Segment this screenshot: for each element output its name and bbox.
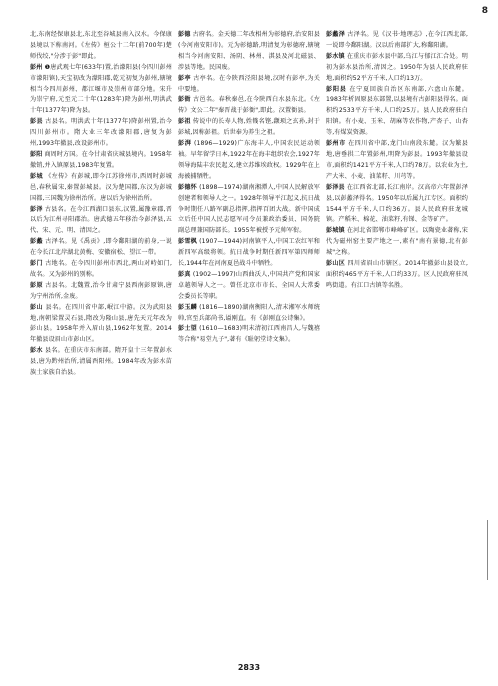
dictionary-entry [30,281,172,303]
entry-headword: 彭水镇 [326,52,345,60]
dictionary-entry [326,30,468,52]
entry-headword: 彭州 [30,63,43,71]
entry-headword: 彭山 [30,303,44,311]
entry-text: 古县名。北魏置,治今甘肃宁县西南彭原镇,唐为宁州治所,金废。 [30,281,172,300]
entry-headword: 彭德怀 [178,183,197,191]
dictionary-entry [326,139,468,183]
entry-text: 在河北省邯郸市峰峰矿区。以陶瓷业著称,宋代为磁州窑主要产地之一,素有"南有景德,北有彭城"之称。 [326,227,468,257]
entry-headword: 彭湃 [178,140,192,148]
corner-mark: 8 [481,6,488,16]
entry-text: 古府名。金天德二年改相州为彰德府,治安阳县(今河南安阳市)。元为彰德路,明清复为彰德府,辖境相当今河南安阳、汤阴、林州、淇县及河北磁县、涉县等地。民国废。 [178,31,320,71]
entry-headword: 彭州市 [326,140,346,148]
entry-text: 县名。在重庆市东南部。隋开皇十三年置彭水县,唐为黔州治所,清属酉阳州。1984年改为彭水苗族土家族自治县。 [30,347,172,377]
dictionary-entry [30,237,172,259]
entry-headword: 彭泽县 [326,183,345,191]
entry-headword: 彭阳县 [326,85,347,93]
entry-headword: 彭亭 [178,74,191,82]
dictionary-entry [178,237,320,270]
entry-text: (1907—1944)河南镇平人,中国工农红军和新四军高级将领。抗日战争时期任新四军第四师师长,1944年在河南夏邑战斗中牺牲。 [178,238,320,268]
entry-headword: 彭雪枫 [178,238,197,246]
entry-text: 商周时方国。在今甘肃省庆城县境内。1958年撤销,并入镇原县,1983年复置。 [30,150,172,169]
dictionary-entry [30,172,172,205]
entry-headword: 彭衙 [178,96,191,104]
entry-text: 古泽名。见《禹贡》,即今鄱阳湖的前身,一说在今长江北岸湖北黄梅、安徽宿松、望江一带。 [30,238,172,257]
entry-headword: 彭士望 [178,325,197,333]
dictionary-entry [30,30,172,63]
dictionary-entry [30,117,172,150]
entry-text: 在江西省北部,长江南岸。汉高帝六年置彭泽县,以彭蠡泽得名。1950年以后属九江专区。面积约1544平方千米,人口约36万。县人民政府驻龙城镇。产稻米、棉花、油菜籽,有锑、金等矿产。 [326,183,468,224]
column-2 [178,30,320,652]
dictionary-entry [178,95,320,117]
entry-headword: 彭玉麟 [178,303,197,311]
entry-text: 县名。在四川省中部,岷江中游。汉为武阳县地,南朝梁置灵石县,隋改为隆山县,唐先天元年改为彭山县。1958年并入眉山县,1962年复置。2014年撤县设眉山市彭山区。 [30,303,172,344]
entry-text: 古亭名。在今陕西泾阳县境,汉时有彭亭,为关中要地。 [178,74,320,93]
dictionary-entry [178,324,320,346]
dictionary-entry [178,139,320,183]
entry-headword: 彭蠡 [30,238,43,246]
dictionary-entry [178,183,320,238]
entry-headword: 彭阳 [30,150,43,158]
entry-headword: 彭泽 [30,205,43,213]
entry-text: 古县名。明洪武十年(1377年)降彭州置,治今四川彭州市。隋大业三年改濛阳郡,唐复为彭州,1993年撤县,改设彭州市。 [30,118,172,148]
entry-text: 在四川省中部,龙门山南段东麓。汉为繁县地,唐垂拱二年置彭州,明降为彭县。1993年撤县设市,面积约1421平方千米,人口约78万。以农业为主,产大米、小麦、油菜籽、川芎等。 [326,140,468,180]
entry-text: (1902—1997)山西曲沃人,中国共产党和国家卓越领导人之一。曾任北京市市长、全国人大常委会委员长等职。 [178,270,320,300]
dictionary-entry [30,150,172,172]
entry-text: 《左传》有彭城,即今江苏徐州市,西周时彭城邑,春秋属宋,秦置彭城县。汉为楚国都,东汉为彭城国都,三国魏为徐州治所。唐以后为徐州治所。 [30,172,172,202]
dictionary-entry [178,74,320,96]
entry-text: 北,东南经保康县北,东北至谷城县南入汉水。今保康县境以下称南河。《左传》桓公十二年(前700年)楚师伐绞,"分涉于彭"即此。 [30,31,172,60]
entry-headword: 彭德 [178,31,191,38]
entry-text: 古地名。在今四川彭州市西北,两山对峙如门,故名。又为彭州的别称。 [30,260,172,278]
entry-headword: 彭门 [30,260,43,268]
dictionary-entry [326,259,468,292]
dictionary-entry [326,52,468,85]
column-1 [30,30,172,652]
entry-text: 四川省眉山市辖区。2014年撤彭山县设立,面积约465平方千米,人口约33万。区人民政府驻凤鸣街道。有江口古镇等名胜。 [326,260,468,289]
dictionary-entry [178,303,320,325]
entry-text: 古县名。在今江西湖口县东,汉置,属豫章郡,晋以后为江州寻阳郡治。唐武德五年移治今彭泽县,五代、宋、元、明、清因之。 [30,205,172,235]
entry-headword: 彭真 [178,270,191,278]
dictionary-entry [30,346,172,379]
column-3 [326,30,468,652]
entry-text: ❶唐武观七年(633年)置,治濛阳县(今四川彭州市濛阳镇),天宝初改为濛阳郡,乾元初复为彭州,辖境相当今四川彭州、都江堰市及崇州市部分地。宋升为崇宁府,元至元二十年(1283年)降为彭州,明洪武十年(1377年)降为县。 [30,63,172,115]
dictionary-entry [30,63,172,118]
entry-text: 在重庆市彭水县中部,乌江与郁江汇合处。明初为彭水县治所,清因之。1950年为县人民政府驻地,面积约52平方千米,人口约13万。 [326,52,468,82]
dictionary-entry [326,85,468,140]
entry-text: (1896—1929)广东海丰人,中国农民运动领袖。早年留学日本,1922年在海丰组织农会,1927年领导海陆丰农民起义,建立苏维埃政权。1929年在上海被捕牺牲。 [178,140,320,180]
dictionary-entry [30,205,172,238]
dictionary-entry [30,259,172,281]
entry-text: 古泽名。见《汉书·地理志》,在今江西北部,一说即今鄱阳湖。汉以后南部扩大,称鄱阳湖。 [326,31,468,49]
entry-text: (1898—1974)湖南湘潭人,中国人民解放军创建者和领导人之一。1928年领导平江起义,抗日战争时期任八路军副总指挥,指挥百团大战。新中国成立后任中国人民志愿军司令员兼政治委员、国务院副总理兼国防部长。1955年被授予元帅军衔。 [178,183,320,235]
entry-headword: 彭蠡泽 [326,31,346,38]
entry-text: 传说中的长寿人物,姓篯名铿,颛顼之玄孙,封于彭城,因称彭祖。后世奉为养生之祖。 [178,118,320,137]
entry-headword: 彭原 [30,281,43,289]
entry-headword: 彭水 [30,347,43,355]
text-columns [30,30,468,652]
entry-headword: 彭城 [30,172,43,180]
entry-headword: 彭县 [30,118,43,126]
dictionary-entry [178,30,320,74]
entry-headword: 彭祖 [178,118,191,126]
entry-headword: 彭城镇 [326,227,345,235]
edge-thumb-tab [487,520,498,580]
entry-headword: 彭山区 [326,260,346,268]
entry-text: 古邑名。春秋秦邑,在今陕西白水县东北。《左传》文公二年"秦晋战于彭衙",即此。汉置衙县。 [178,96,320,115]
dictionary-entry [178,117,320,139]
dictionary-entry [326,226,468,259]
entry-text: (1816—1890)湖南衡阳人,清末湘军水师统帅,官至兵部尚书,谥刚直。有《彭刚直公诗集》。 [178,303,320,322]
dictionary-entry [326,183,468,227]
dictionary-entry [30,303,172,347]
dictionary-entry [178,270,320,303]
entry-text: (1610—1683)明末清初江西南昌人,与魏禧等合称"易堂九子",著有《耻躬堂诗文集》。 [178,325,320,344]
entry-text: 在宁夏回族自治区东南部,六盘山东麓。1983年析固原县东部置,以县境有古彭阳县得名。面积约2533平方千米,人口约25万。县人民政府驻白阳镇。有小麦、玉米、胡麻等农作物,产杏子、山杏等,有煤炭资源。 [326,85,468,137]
page-number: 2833 [237,663,261,672]
